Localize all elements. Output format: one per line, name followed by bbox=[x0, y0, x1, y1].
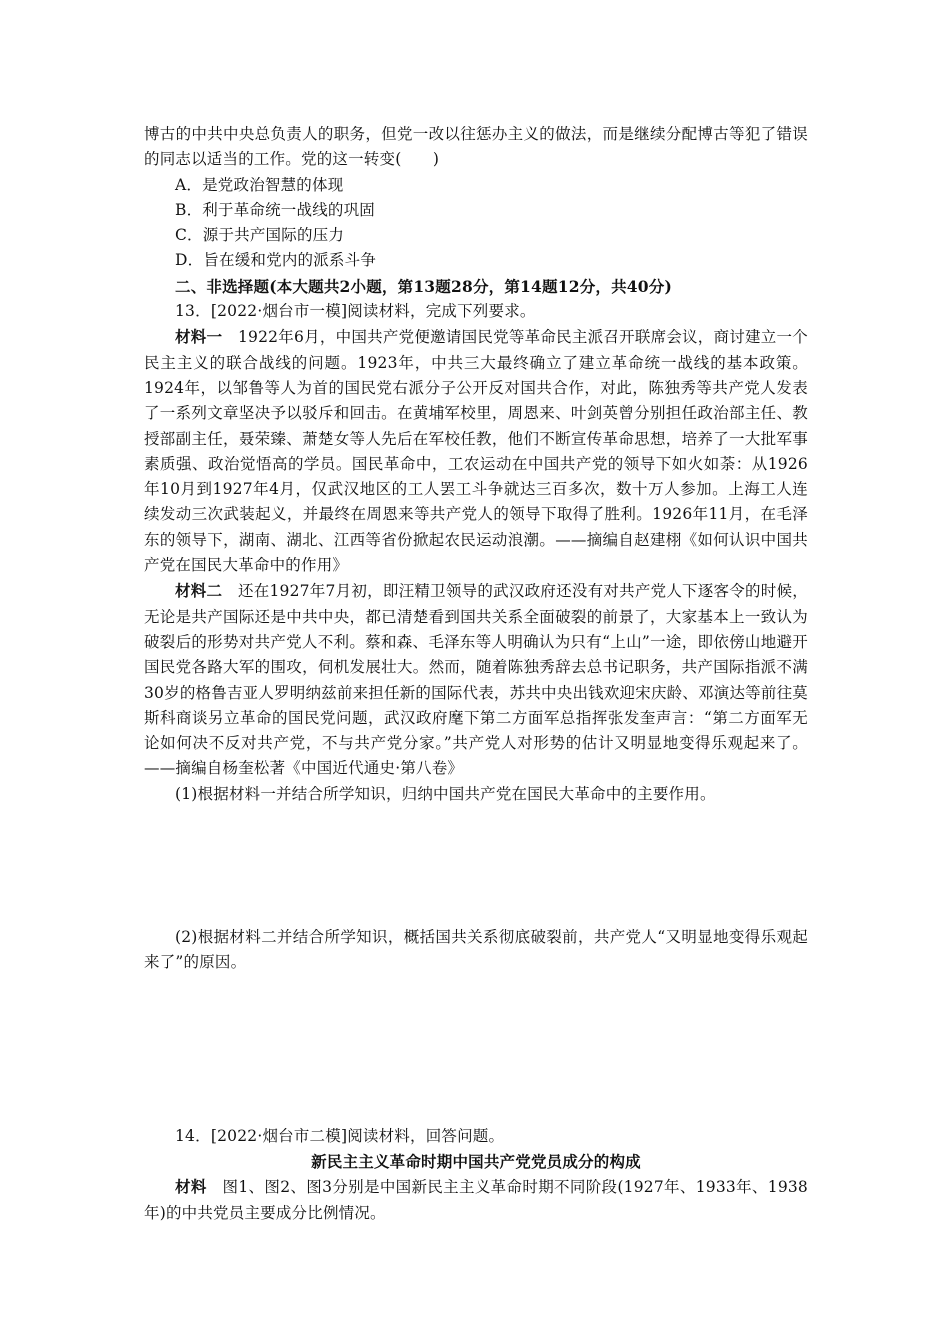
q14-material-text: 图1、图2、图3分别是中国新民主主义革命时期不同阶段(1927年、1933年、1938年)的中共党员主要成分比例情况。 bbox=[144, 1178, 808, 1222]
q13-question1: (1)根据材料一并结合所学知识，归纳中国共产党在国民大革命中的主要作用。 bbox=[175, 784, 716, 803]
section-2-heading: 二、非选择题(本大题共2小题，第13题28分，第14题12分，共40分) bbox=[175, 276, 673, 296]
q14-title: 新民主主义革命时期中国共产党党员成分的构成 bbox=[311, 1151, 641, 1171]
material2-label: 材料二 bbox=[175, 581, 223, 601]
q12-option-a: A．是党政治智慧的体现 bbox=[175, 175, 344, 194]
q12-stem: 博古的中共中央总负责人的职务，但党一改以往惩办主义的做法，而是继续分配博古等犯了错误的同志以适当的工作。党的这一转变( ) bbox=[144, 125, 808, 169]
q12-option-c: C．源于共产国际的压力 bbox=[175, 226, 345, 245]
q13-intro: 13．[2022·烟台市一模]阅读材料，完成下列要求。 bbox=[175, 302, 536, 321]
material2-text: 还在1927年7月初，即汪精卫领导的武汉政府还没有对共产党人下逐客令的时候，无论是共产国际还是中共中央，都已清楚看到国共关系全面破裂的前景了，大家基本上一致认为破裂后的形势对共产党人不利。蔡和森、毛泽东等人明确认为只有“上山”一途，即依傍山地避开国民党各路大军的围攻，伺机发展壮大。然而，随着陈独秀辞去总书记职务，共产国际指派不满30岁的格鲁吉亚人罗明纳兹前来担任新的国际代表，苏共中央出钱欢迎宋庆龄、邓演达等前往莫斯科商谈另立革命的国民党问题，武汉政府麾下第二方面军总指挥张发奎声言：“第二方面军无论如何决不反对共产党，不与共产党分家。”共产党人对形势的估计又明显地变得乐观起来了。——摘编自杨奎松著《中国近代通史·第八卷》 bbox=[144, 582, 808, 778]
q13-question2: (2)根据材料二并结合所学知识，概括国共关系彻底破裂前，共产党人“又明显地变得乐观起来了”的原因。 bbox=[144, 928, 808, 972]
q12-option-b: B．利于革命统一战线的巩固 bbox=[175, 200, 375, 219]
q14-material-label: 材料 bbox=[175, 1177, 207, 1197]
material1-label: 材料一 bbox=[175, 327, 223, 347]
answer-space-1 bbox=[144, 807, 808, 925]
q12-option-d: D．旨在缓和党内的派系斗争 bbox=[175, 251, 377, 270]
answer-space-2 bbox=[144, 976, 808, 1124]
document-page bbox=[144, 122, 808, 1226]
q13-material2 bbox=[144, 578, 808, 781]
q14-intro: 14．[2022·烟台市二模]阅读材料，回答问题。 bbox=[175, 1126, 505, 1145]
material1-text: 1922年6月，中国共产党便邀请国民党等革命民主派召开联席会议，商讨建立一个民主主义的联合战线的问题。1923年，中共三大最终确立了建立革命统一战线的基本政策。1924年，以邹鲁等人为首的国民党右派分子公开反对国共合作，对此，陈独秀等共产党人发表了一系列文章坚决予以驳斥和回击。在黄埔军校里，周恩来、叶剑英曾分别担任政治部主任、教授部副主任，聂荣臻、萧楚女等人先后在军校任教，他们不断宣传革命思想，培养了一大批军事素质强、政治觉悟高的学员。国民革命中，工农运动在中国共产党的领导下如火如荼：从1926年10月到1927年4月，仅武汉地区的工人罢工斗争就达三百多次，数十万人参加。上海工人连续发动三次武装起义，并最终在周恩来等共产党人的领导下取得了胜利。1926年11月，在毛泽东的领导下，湖南、湖北、江西等省份掀起农民运动浪潮。——摘编自赵建栩《如何认识中国共产党在国民大革命中的作用》 bbox=[144, 328, 808, 575]
q13-material1 bbox=[144, 324, 808, 578]
q14-material bbox=[144, 1174, 808, 1226]
